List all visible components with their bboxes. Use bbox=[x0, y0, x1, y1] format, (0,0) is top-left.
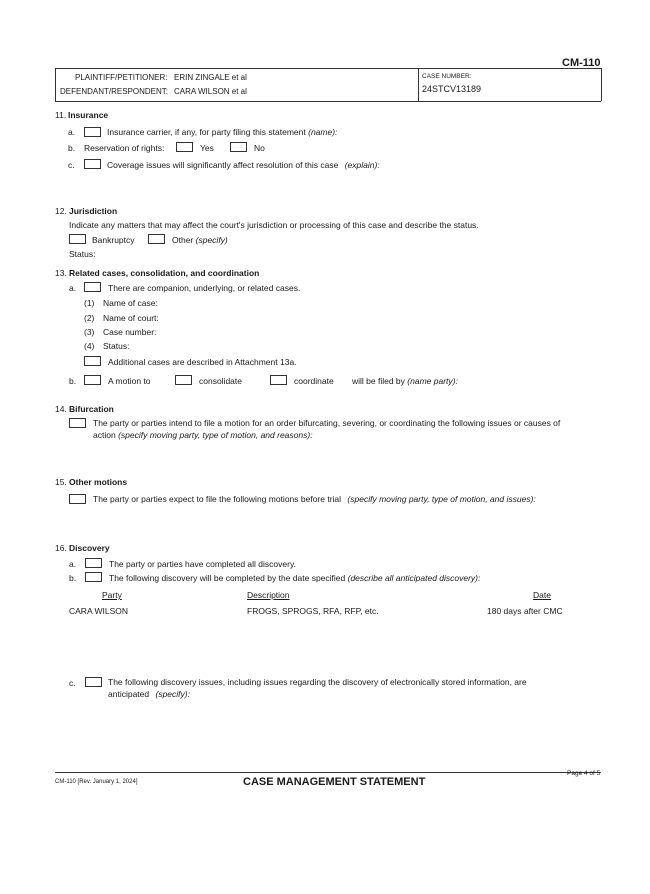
s12-status: Status: bbox=[69, 249, 96, 259]
s13b-will-text: will be filed by bbox=[352, 376, 405, 386]
s16b-letter: b. bbox=[69, 573, 77, 583]
s16b-text-line bbox=[109, 573, 480, 583]
s12-other-italic: (specify) bbox=[195, 235, 228, 245]
s14-title: Bifurcation bbox=[69, 404, 114, 414]
s11b-yes-checkbox[interactable] bbox=[176, 142, 193, 152]
plaintiff-label: PLAINTIFF/PETITIONER: bbox=[75, 73, 168, 82]
s11b-letter: b. bbox=[68, 143, 76, 153]
s13b-consolidate-checkbox[interactable] bbox=[175, 375, 192, 385]
discovery-col-date: Date bbox=[533, 590, 551, 600]
s13-item-2-label: Name of court: bbox=[103, 313, 159, 323]
s16-title: Discovery bbox=[69, 543, 110, 553]
s16b-italic: (describe all anticipated discovery): bbox=[347, 573, 481, 583]
s12-other-checkbox[interactable] bbox=[148, 234, 165, 244]
s13b-letter: b. bbox=[69, 376, 77, 386]
s16-number: 16. bbox=[55, 543, 67, 553]
s13-additional-text: Additional cases are described in Attachment 13a. bbox=[108, 357, 297, 367]
defendant-value: CARA WILSON et al bbox=[174, 87, 247, 96]
s11b-yes-label: Yes bbox=[200, 143, 214, 153]
s16c-line2-text: anticipated bbox=[108, 689, 150, 699]
s16b-text: The following discovery will be completed by the date specified bbox=[109, 573, 346, 583]
s15-number: 15. bbox=[55, 477, 67, 487]
s12-title: Jurisdiction bbox=[69, 206, 118, 216]
s13b-motion-checkbox[interactable] bbox=[84, 375, 101, 385]
s13-item-1-num: (1) bbox=[84, 298, 95, 308]
s11b-text: Reservation of rights: bbox=[84, 143, 165, 153]
discovery-row-description: FROGS, SPROGS, RFA, RFP, etc. bbox=[247, 606, 379, 616]
form-code: CM-110 bbox=[562, 57, 601, 69]
s16b-checkbox[interactable] bbox=[85, 572, 102, 582]
s13a-letter: a. bbox=[69, 283, 77, 293]
s13b-coordinate-label: coordinate bbox=[294, 376, 334, 386]
s11b-no-checkbox[interactable] bbox=[230, 142, 247, 152]
s13b-coordinate-checkbox[interactable] bbox=[270, 375, 287, 385]
s11a-letter: a. bbox=[68, 127, 76, 137]
s13-item-1-label: Name of case: bbox=[103, 298, 158, 308]
s16a-letter: a. bbox=[69, 559, 77, 569]
s16a-checkbox[interactable] bbox=[85, 558, 102, 568]
s16c-line2 bbox=[108, 689, 190, 699]
s11c-letter: c. bbox=[68, 160, 75, 170]
s11c-text-line bbox=[107, 160, 380, 170]
s12-text: Indicate any matters that may affect the court's jurisdiction or processing of this case and describe the status. bbox=[69, 220, 479, 230]
s14-line2 bbox=[93, 430, 313, 440]
s16c-italic: (specify): bbox=[155, 689, 190, 699]
s13b-will-line bbox=[352, 376, 458, 386]
s11c-checkbox[interactable] bbox=[84, 159, 101, 169]
s15-checkbox[interactable] bbox=[69, 494, 86, 504]
s14-line2-italic: (specify moving party, type of motion, and reasons): bbox=[118, 430, 313, 440]
s15-italic: (specify moving party, type of motion, and issues): bbox=[347, 494, 536, 504]
s11-number: 11. bbox=[55, 110, 67, 120]
s13-item-3-num: (3) bbox=[84, 327, 95, 337]
s12-bankruptcy-checkbox[interactable] bbox=[69, 234, 86, 244]
discovery-row-date: 180 days after CMC bbox=[487, 606, 563, 616]
s12-number: 12. bbox=[55, 206, 67, 216]
case-number-value: 24STCV13189 bbox=[422, 84, 482, 94]
s15-text-line bbox=[93, 494, 536, 504]
s13b-will-italic: (name party): bbox=[407, 376, 458, 386]
s13b-motion-label: A motion to bbox=[108, 376, 151, 386]
s14-line1: The party or parties intend to file a motion for an order bifurcating, severing, or coordinating the following issues or causes of bbox=[93, 418, 561, 428]
footer-page: Page 4 of 5 bbox=[567, 770, 601, 777]
s11c-italic: (explain): bbox=[344, 160, 380, 170]
discovery-col-description: Description bbox=[247, 590, 290, 600]
defendant-label: DEFENDANT/RESPONDENT: bbox=[60, 87, 169, 96]
s13-item-4-label: Status: bbox=[103, 341, 130, 351]
s16c-checkbox[interactable] bbox=[85, 677, 102, 687]
s13-item-4-num: (4) bbox=[84, 341, 95, 351]
s11a-text-line bbox=[107, 127, 337, 137]
footer-title: CASE MANAGEMENT STATEMENT bbox=[243, 776, 426, 788]
s14-checkbox[interactable] bbox=[69, 418, 86, 428]
s16c-letter: c. bbox=[69, 678, 76, 688]
s13a-text: There are companion, underlying, or related cases. bbox=[108, 283, 301, 293]
s15-text: The party or parties expect to file the following motions before trial bbox=[93, 494, 342, 504]
s13-item-3-label: Case number: bbox=[103, 327, 157, 337]
s11b-no-label: No bbox=[254, 143, 265, 153]
s11a-checkbox[interactable] bbox=[84, 127, 101, 137]
s15-title: Other motions bbox=[69, 477, 128, 487]
s14-number: 14. bbox=[55, 404, 67, 414]
s13-title: Related cases, consolidation, and coordination bbox=[69, 268, 260, 278]
s16a-text: The party or parties have completed all discovery. bbox=[109, 559, 296, 569]
s13-item-2-num: (2) bbox=[84, 313, 95, 323]
s11-title: Insurance bbox=[68, 110, 109, 120]
s13a-checkbox[interactable] bbox=[84, 282, 101, 292]
discovery-col-party: Party bbox=[102, 590, 122, 600]
s13b-consolidate-label: consolidate bbox=[199, 376, 243, 386]
s13-number: 13. bbox=[55, 268, 67, 278]
plaintiff-value: ERIN ZINGALE et al bbox=[174, 73, 247, 82]
s11c-text: Coverage issues will significantly affect resolution of this case bbox=[107, 160, 339, 170]
discovery-row-party: CARA WILSON bbox=[69, 606, 129, 616]
s13-additional-checkbox[interactable] bbox=[84, 356, 101, 366]
s12-other-line bbox=[172, 235, 228, 245]
footer-form-rev: CM-110 [Rev. January 1, 2024] bbox=[55, 779, 138, 785]
s12-bankruptcy-label: Bankruptcy bbox=[92, 235, 135, 245]
s14-line2-text: action bbox=[93, 430, 116, 440]
s11a-italic: (name): bbox=[308, 127, 338, 137]
s16c-line1: The following discovery issues, including issues regarding the discovery of electronically stored information, are bbox=[108, 677, 527, 687]
case-number-label: CASE NUMBER: bbox=[422, 73, 472, 80]
s12-other-label: Other bbox=[172, 235, 194, 245]
s11a-text: Insurance carrier, if any, for party filing this statement bbox=[107, 127, 306, 137]
